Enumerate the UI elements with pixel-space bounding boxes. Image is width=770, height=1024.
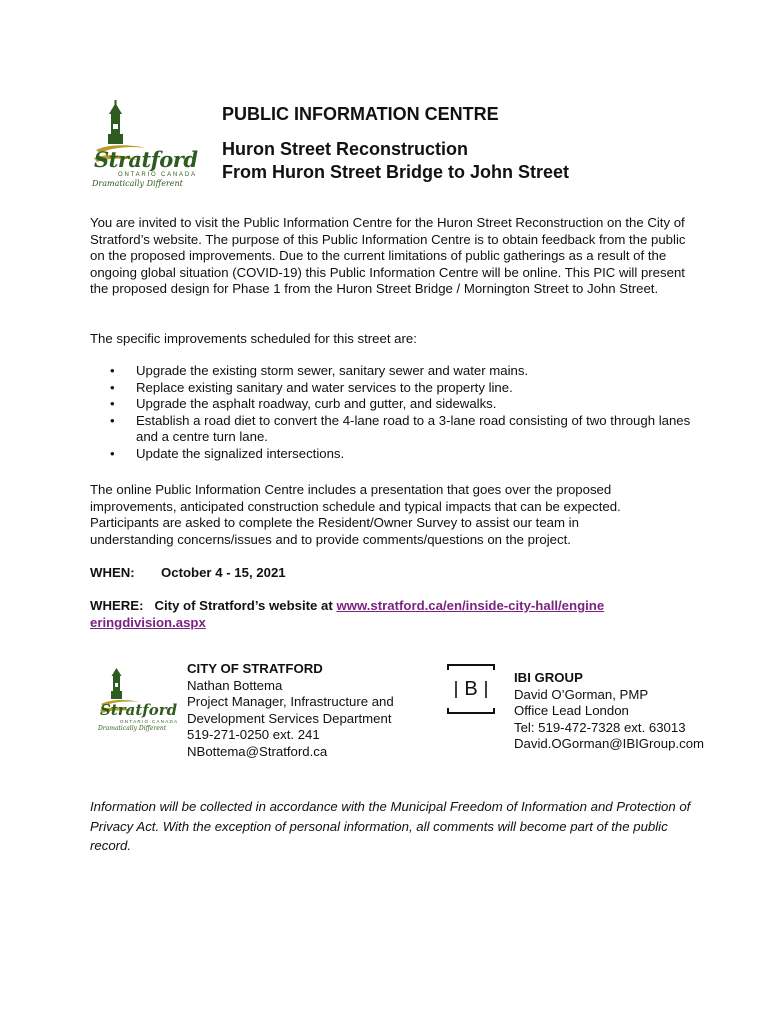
- improvements-list: [90, 363, 690, 462]
- list-item: • Update the signalized intersections.: [90, 446, 690, 463]
- improvements-intro: The specific improvements scheduled for this street are:: [90, 331, 417, 346]
- when-value: October 4 - 15, 2021: [161, 565, 286, 580]
- when-row: [90, 565, 286, 580]
- ibi-logo: [447, 664, 495, 714]
- logo-wordmark-small: Stratford: [100, 701, 178, 719]
- city-contact-email[interactable]: NBottema@Stratford.ca: [187, 743, 328, 759]
- list-item: • Establish a road diet to convert the 4-lane road to a 3-lane road consisting of two through lanes and a centre turn lane.: [90, 413, 696, 446]
- logo-tagline-small: Dramatically Different: [98, 725, 167, 732]
- logo-wordmark: Stratford: [94, 147, 198, 172]
- stratford-logo: [88, 100, 200, 192]
- ibi-contact-phone: Tel: 519-472-7328 ext. 63013: [514, 719, 686, 735]
- list-item: • Upgrade the asphalt roadway, curb and gutter, and sidewalks.: [90, 396, 690, 413]
- city-contact-name: Nathan Bottema: [187, 677, 283, 693]
- where-value: City of Stratford’s website at: [154, 598, 333, 613]
- where-link[interactable]: www.stratford.ca/en/inside-city-hall/engineeringdivision.aspx: [90, 598, 605, 630]
- where-row: [90, 598, 610, 631]
- stratford-logo-small: [96, 666, 180, 736]
- city-contact-phone: 519-271-0250 ext. 241: [187, 727, 320, 742]
- ibi-contact-email[interactable]: David.OGorman@IBIGroup.com: [514, 736, 705, 751]
- ibi-contact: [514, 670, 744, 753]
- ibi-contact-org: IBI GROUP: [514, 670, 583, 685]
- list-item: • Replace existing sanitary and water services to the property line.: [90, 380, 690, 397]
- ibi-logo-letter: B: [464, 678, 478, 700]
- subtitle-line-2: From Huron Street Bridge to John Street: [222, 162, 570, 182]
- privacy-notice: Information will be collected in accordance with the Municipal Freedom of Information and Protection of Privacy Act. With the exception of personal information, all comments will become part of the public record.: [90, 799, 691, 853]
- logo-region-small: ONTARIO CANADA: [120, 719, 179, 724]
- when-label: WHEN:: [90, 565, 135, 580]
- list-item: • Upgrade the existing storm sewer, sanitary sewer and water mains.: [90, 363, 690, 380]
- online-info-paragraph: The online Public Information Centre includes a presentation that goes over the proposed improvements, anticipated construction schedule and typical impacts that can be expected. Participants are asked to complete the Resident/Owner Survey to assist our team in understanding concerns/issues and to provide comments/questions on the project.: [90, 482, 621, 547]
- page-subtitle: [222, 138, 742, 184]
- city-contact-org: CITY OF STRATFORD: [187, 661, 323, 676]
- ibi-contact-title: Office Lead London: [514, 703, 629, 718]
- intro-paragraph: You are invited to visit the Public Information Centre for the Huron Street Reconstruction on the City of Stratford’s website. The purpose of this Public Information Centre is to obtain feedback from the public on the proposed improvements. Due to the current limitations of public gatherings as a result of the ongoing global situation (COVID-19) this Public Information Centre will be online. This PIC will present the proposed design for Phase 1 from the Huron Street Bridge / Mornington Street to John Street.: [90, 215, 686, 296]
- logo-region: ONTARIO CANADA: [118, 172, 197, 178]
- city-contact-title: Project Manager, Infrastructure and Development Services Department: [187, 694, 394, 726]
- page-title: PUBLIC INFORMATION CENTRE: [222, 104, 499, 124]
- where-label: WHERE:: [90, 598, 144, 613]
- city-contact: [187, 661, 427, 760]
- logo-tagline: Dramatically Different: [92, 179, 183, 188]
- ibi-contact-name: David O’Gorman, PMP: [514, 686, 649, 702]
- subtitle-line-1: Huron Street Reconstruction: [222, 139, 469, 159]
